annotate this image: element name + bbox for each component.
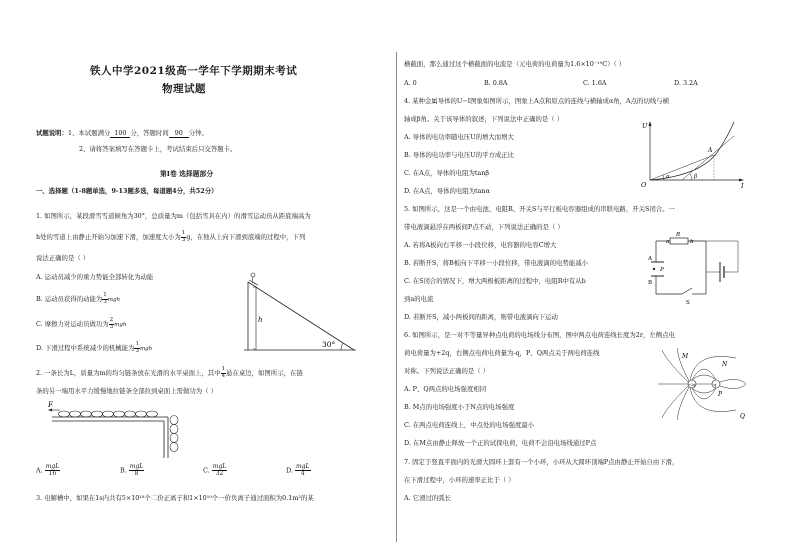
q7-stem-line-2: 在下滑过程中，小环的速率正比于（ ） <box>404 476 515 484</box>
svg-text:P: P <box>718 391 723 398</box>
chain-link <box>147 411 158 417</box>
q4-ui-graph-figure <box>638 118 748 188</box>
exam-subtitle: 物理试题 <box>162 83 206 95</box>
q3-option-c: C. 1.6A <box>583 79 607 87</box>
q6-stem-line-1: 6. 如图所示，是一对不等量异种点电荷的电场线分布图，图中两点电荷连线长度为2r，左侧点电 <box>404 331 675 339</box>
q6-option-c: C. 在两点电荷连线上，中点处的电场强度最小 <box>404 421 535 429</box>
q5-option-c-line-2: 到a的电流 <box>404 295 434 303</box>
q6-stem-line-3: 对称。下列说法正确的是（ ） <box>404 367 490 375</box>
field-line <box>692 369 716 380</box>
chain-link <box>114 411 125 417</box>
chain-link <box>125 411 136 417</box>
svg-text:N: N <box>722 361 728 368</box>
q5-option-a: A. 若将A板向右平移一小段位移，电容器的电容C增大 <box>404 241 557 249</box>
exam-minutes: 90 <box>169 129 189 138</box>
svg-text:β: β <box>694 174 698 180</box>
q4-option-c: C. 在A点，导体的电阻为tanβ <box>404 169 490 177</box>
chain-link <box>81 411 92 417</box>
q1-option-b: B. 运动员获得的动能为 $\frac{1}{3}$ mgh <box>36 292 121 305</box>
instructions-line-1: 试题说明：1、本试题满分 100 分，答题时间 90 分钟。 <box>36 129 208 137</box>
q4-stem-line-2: 轴成β角。关于该导体的叙述，下列说法中正确的是（ ） <box>404 115 564 123</box>
chain-link <box>170 416 178 425</box>
q6-option-b: B. M点的电场强度小于N点的电场强度 <box>404 403 515 411</box>
svg-text:O: O <box>641 181 647 188</box>
switch-icon <box>682 288 692 294</box>
chain-link <box>170 443 178 452</box>
svg-text:I: I <box>741 182 744 188</box>
q4-option-d: D. 在A点，导体的电阻为tanα <box>404 187 490 195</box>
section-heading: 第Ⅰ卷 选择题部分 <box>160 170 214 178</box>
svg-text:+2q: +2q <box>688 383 696 387</box>
q7-stem-line-1: 7. 固定于竖直平面内的光滑大圆环上套有一个小环，小环从大圆环顶端P点由静止开始自由下滑， <box>404 458 679 466</box>
field-line <box>678 387 689 420</box>
q1-figure-angle-label: 30° <box>322 340 336 349</box>
q3-option-d: D. 3.2A <box>674 79 698 87</box>
svg-text:b: b <box>690 239 694 245</box>
field-line <box>662 386 688 418</box>
field-line <box>692 375 716 380</box>
q2-fraction: $\frac{1}{4}$ <box>221 366 226 379</box>
q6-option-d: D. 在M点由静止释放一个正的试探电荷，电荷不会沿电场线通过P点 <box>404 439 597 447</box>
svg-text:R: R <box>676 232 681 238</box>
chain-link <box>170 425 178 434</box>
svg-text:B: B <box>648 280 653 286</box>
instructions-label: 试题说明： <box>36 129 68 137</box>
q1-stem-line-3: 说法正确的是（ ） <box>36 254 90 262</box>
svg-text:A: A <box>708 147 713 154</box>
exam-title: 铁人中学2021级高一学年下学期期末考试 <box>90 65 298 77</box>
chain-link <box>70 411 81 417</box>
field-line <box>720 379 746 384</box>
q3-option-b: B. 0.8A <box>484 79 508 87</box>
q3-stem-line-1: 3. 电解槽中，如果在1s内共有5×10¹⁸个二价正离子和1×10¹⁹个一价负离子通过面积为0.1m²的某 <box>36 494 314 502</box>
svg-text:S: S <box>686 300 690 306</box>
svg-text:U: U <box>642 122 648 130</box>
q1-fraction: $\frac{1}{3}$ <box>181 230 186 243</box>
q5-stem-line-1: 5. 如图所示，这是一个由电池、电阻R、开关S与平行板电容器组成的串联电路，开关S闭合。一 <box>404 205 675 213</box>
q2-option-b: B. $\frac{\text{mgL}}{8}$ <box>120 463 144 477</box>
q1-option-a: A. 运动员减少的重力势能全部转化为动能 <box>36 273 154 281</box>
column-divider <box>396 52 397 542</box>
q4-option-a: A. 导体的电功率随电压U的增大而增大 <box>404 133 514 141</box>
chain-link <box>59 411 70 417</box>
q5-option-b: B. 若断开S，将B板向下平移一小段位移，带电液滴的电势能减小 <box>404 259 588 267</box>
svg-text:a: a <box>666 239 670 245</box>
q2-stem-line-1: 2. 一条长为L，质量为m的均匀链条放在光滑的水平桌面上，其中 $\frac{1}{4}$ 悬在桌边，如图所示，在链 <box>36 366 303 379</box>
q5-option-c-line-1: C. 在S闭合的情况下，增大两极板距离的过程中，电阻R中有从b <box>404 277 586 285</box>
q1-option-c: C. 摩擦力对运动员做功为 $\frac{2}{3}$ mgh <box>36 317 127 330</box>
svg-text:α: α <box>666 174 670 180</box>
chain-link <box>136 411 147 417</box>
q5-stem-line-2: 带电液滴悬浮在两板间P点不动，下列说法正确的是（ ） <box>404 223 564 231</box>
q2-option-c: C. $\frac{\text{mgL}}{32}$ <box>203 463 227 477</box>
svg-text:A: A <box>648 256 652 262</box>
q4-option-b: B. 导体的电功率与电压U的平方成正比 <box>404 151 515 159</box>
q2-figure-f-label: F <box>48 401 53 409</box>
svg-text:-q: -q <box>713 383 717 387</box>
q5-option-d: D. 若断开S，减小两板间的距离，则带电液滴向下运动 <box>404 313 558 321</box>
q5-circuit-figure <box>648 232 744 310</box>
chain-link <box>103 411 114 417</box>
q2-option-d: D. $\frac{\text{mgL}}{4}$ <box>286 463 310 477</box>
q7-option-a: A. 它滑过的弧长 <box>404 494 452 502</box>
q2-option-a: A. $\frac{\text{mgL}}{16}$ <box>36 463 60 477</box>
q3-stem-line-2: 横截面，那么通过这个横截面的电流是（元电荷的电荷量为1.6×10⁻¹⁹C）（ ） <box>404 60 626 68</box>
q2-chain-figure <box>46 398 186 460</box>
q6-stem-line-2: 荷电荷量为+2q，右侧点电荷电荷量为-q，P、Q两点关于两电荷连线 <box>404 349 600 357</box>
svg-text:P: P <box>660 267 664 273</box>
field-line <box>690 356 736 380</box>
q6-option-a: A. P、Q两点的电场强度相同 <box>404 385 487 393</box>
field-line <box>690 388 736 412</box>
full-score: 100 <box>110 129 130 138</box>
q6-field-lines-figure <box>656 346 752 422</box>
q1-incline-figure <box>236 268 360 352</box>
field-line <box>692 388 716 399</box>
q1-figure-h-label: h <box>258 316 263 324</box>
section-subheading: 一、选择题（1-8题单选，9-13题多选，每道题4分，共52分） <box>36 187 218 195</box>
chain-link <box>92 411 103 417</box>
q1-stem-line-2: h处的雪道上由静止开始匀加速下滑，加速度大小为 $\frac{1}{3}$ g，在他从上向下滑到底端的过程中，下列 <box>36 230 306 243</box>
q1-option-d: D. 下滑过程中系统减少的机械能为 $\frac{1}{3}$ mgh <box>36 341 153 354</box>
field-line <box>720 384 746 389</box>
field-line <box>692 388 716 393</box>
instructions-line-2: 2、请将答案填写在答题卡上，考试结束后只交答题卡。 <box>79 145 237 153</box>
q3-option-a: A. 0 <box>404 79 417 87</box>
resistor-icon <box>670 238 688 244</box>
q2-stem-line-2: 条的另一端用水平力缓慢地拉链条全部拉到桌面上需做功为（ ） <box>36 387 217 395</box>
chain-link <box>170 434 178 443</box>
q4-stem-line-1: 4. 某种金属导体的U−I图象如图所示，图象上A点和原点的连线与横轴成α角，A点的切线与横 <box>404 97 670 105</box>
svg-text:Q: Q <box>740 413 745 420</box>
svg-text:M: M <box>682 353 689 360</box>
q1-stem-line-1: 1. 如图所示，某段滑雪雪道倾角为30°，总质量为m（包括雪具在内）的滑雪运动员从距底端高为 <box>36 212 311 220</box>
